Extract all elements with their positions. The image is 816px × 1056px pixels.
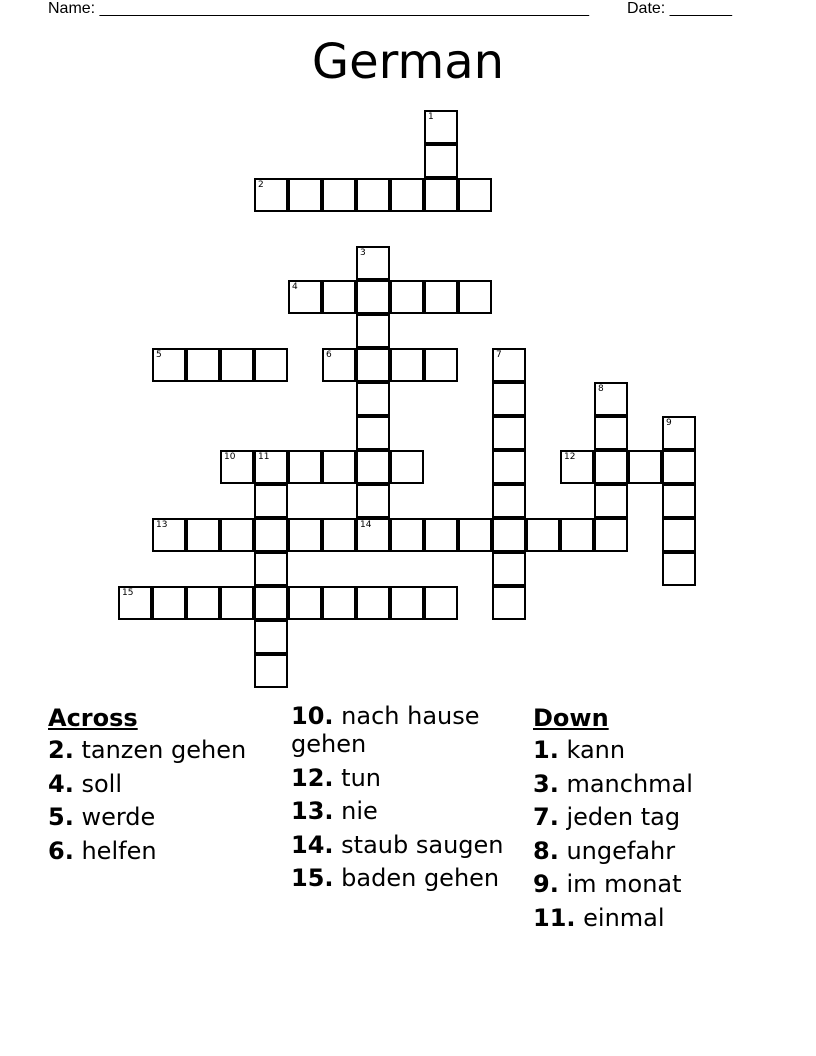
grid-cell[interactable] <box>390 586 424 620</box>
grid-cell[interactable] <box>288 586 322 620</box>
across-clues-column-2 <box>291 702 521 898</box>
grid-cell[interactable] <box>186 518 220 552</box>
clue-across-15: 15. baden gehen <box>291 864 500 892</box>
clue-across-13: 13. nie <box>291 797 378 825</box>
clue-number: 1 <box>428 112 434 122</box>
grid-cell[interactable] <box>356 484 390 518</box>
grid-cell[interactable] <box>424 348 458 382</box>
clue-across-10: 10. nach hause gehen <box>291 702 480 758</box>
clue-down-3: 3. manchmal <box>533 769 693 798</box>
across-heading: Across <box>48 704 138 732</box>
clue-number: 6 <box>326 350 332 360</box>
clue-number: 14 <box>360 520 372 530</box>
clue-down-9: 9. im monat <box>533 870 682 898</box>
date-field[interactable]: Date: _______ <box>627 0 732 17</box>
grid-cell[interactable] <box>492 484 526 518</box>
grid-cell[interactable] <box>662 518 696 552</box>
clue-number: 13 <box>156 520 168 530</box>
clue-across-14: 14. staub saugen <box>291 830 504 859</box>
grid-cell[interactable] <box>492 518 526 552</box>
clue-number: 11 <box>258 452 270 462</box>
grid-cell[interactable] <box>390 450 424 484</box>
clue-down-8: 8. ungefahr <box>533 836 676 865</box>
grid-cell[interactable] <box>152 348 186 382</box>
grid-cell[interactable] <box>594 450 628 484</box>
grid-cell[interactable] <box>288 178 322 212</box>
grid-cell[interactable] <box>560 450 594 484</box>
grid-cell[interactable] <box>390 348 424 382</box>
grid-cell[interactable] <box>356 178 390 212</box>
clue-number: 5 <box>156 350 162 360</box>
clue-down-1: 1. kann <box>533 736 626 764</box>
grid-cell[interactable] <box>322 280 356 314</box>
grid-cell[interactable] <box>594 382 628 416</box>
grid-cell[interactable] <box>322 518 356 552</box>
grid-cell[interactable] <box>424 586 458 620</box>
grid-cell[interactable] <box>390 518 424 552</box>
grid-cell[interactable] <box>424 518 458 552</box>
grid-cell[interactable] <box>220 586 254 620</box>
grid-cell[interactable] <box>492 450 526 484</box>
clue-number: 15 <box>122 588 134 598</box>
grid-cell[interactable] <box>662 450 696 484</box>
grid-cell[interactable] <box>356 382 390 416</box>
clue-number: 2 <box>258 180 264 190</box>
grid-cell[interactable] <box>254 620 288 654</box>
grid-cell[interactable] <box>594 416 628 450</box>
page-title: German <box>311 34 505 90</box>
clue-number: 8 <box>598 384 604 394</box>
clue-number: 3 <box>360 248 366 258</box>
clue-across-4: 4. soll <box>48 769 122 798</box>
grid-cell[interactable] <box>118 586 152 620</box>
grid-cell[interactable] <box>322 586 356 620</box>
clue-number: 7 <box>496 350 502 360</box>
across-clues-column-1 <box>48 702 278 870</box>
grid-cell[interactable] <box>254 484 288 518</box>
grid-cell[interactable] <box>356 416 390 450</box>
clue-across-2: 2. tanzen gehen <box>48 736 247 764</box>
clue-down-11: 11. einmal <box>533 903 665 932</box>
grid-cell[interactable] <box>526 518 560 552</box>
grid-cell[interactable] <box>662 416 696 450</box>
grid-cell[interactable] <box>662 552 696 586</box>
grid-cell[interactable] <box>322 450 356 484</box>
grid-cell[interactable] <box>424 280 458 314</box>
grid-cell[interactable] <box>220 518 254 552</box>
grid-cell[interactable] <box>356 246 390 280</box>
grid-cell[interactable] <box>152 518 186 552</box>
clue-number: 4 <box>292 282 298 292</box>
grid-cell[interactable] <box>254 450 288 484</box>
grid-cell[interactable] <box>492 552 526 586</box>
grid-cell[interactable] <box>560 518 594 552</box>
grid-cell[interactable] <box>254 348 288 382</box>
clue-down-7: 7. jeden tag <box>533 803 681 831</box>
clue-across-12: 12. tun <box>291 763 381 792</box>
grid-cell[interactable] <box>254 654 288 688</box>
grid-cell[interactable] <box>458 280 492 314</box>
grid-cell[interactable] <box>356 348 390 382</box>
grid-cell[interactable] <box>152 586 186 620</box>
grid-cell[interactable] <box>458 518 492 552</box>
grid-cell[interactable] <box>390 280 424 314</box>
grid-cell[interactable] <box>492 382 526 416</box>
grid-cell[interactable] <box>492 586 526 620</box>
clue-number: 12 <box>564 452 576 462</box>
grid-cell[interactable] <box>356 314 390 348</box>
grid-cell[interactable] <box>424 110 458 144</box>
grid-cell[interactable] <box>390 178 424 212</box>
clue-number: 10 <box>224 452 236 462</box>
grid-cell[interactable] <box>356 280 390 314</box>
grid-cell[interactable] <box>662 484 696 518</box>
grid-cell[interactable] <box>594 518 628 552</box>
grid-cell[interactable] <box>356 450 390 484</box>
grid-cell[interactable] <box>492 416 526 450</box>
grid-cell[interactable] <box>458 178 492 212</box>
grid-cell[interactable] <box>356 586 390 620</box>
grid-cell[interactable] <box>322 178 356 212</box>
grid-cell[interactable] <box>254 586 288 620</box>
grid-cell[interactable] <box>424 178 458 212</box>
grid-cell[interactable] <box>628 450 662 484</box>
grid-cell[interactable] <box>288 518 322 552</box>
grid-cell[interactable] <box>356 518 390 552</box>
grid-cell[interactable] <box>254 178 288 212</box>
clue-across-5: 5. werde <box>48 803 156 831</box>
grid-cell[interactable] <box>424 144 458 178</box>
grid-cell[interactable] <box>220 450 254 484</box>
grid-cell[interactable] <box>492 348 526 382</box>
grid-cell[interactable] <box>186 586 220 620</box>
grid-cell[interactable] <box>322 348 356 382</box>
grid-cell[interactable] <box>254 552 288 586</box>
clue-number: 9 <box>666 418 672 428</box>
grid-cell[interactable] <box>288 280 322 314</box>
grid-cell[interactable] <box>186 348 220 382</box>
grid-cell[interactable] <box>254 518 288 552</box>
down-heading: Down <box>533 704 609 732</box>
name-field[interactable]: Name: _______________________________________________________ <box>48 0 589 17</box>
down-clues-column <box>533 702 773 937</box>
grid-cell[interactable] <box>594 484 628 518</box>
grid-cell[interactable] <box>288 450 322 484</box>
clue-across-6: 6. helfen <box>48 836 157 865</box>
grid-cell[interactable] <box>220 348 254 382</box>
